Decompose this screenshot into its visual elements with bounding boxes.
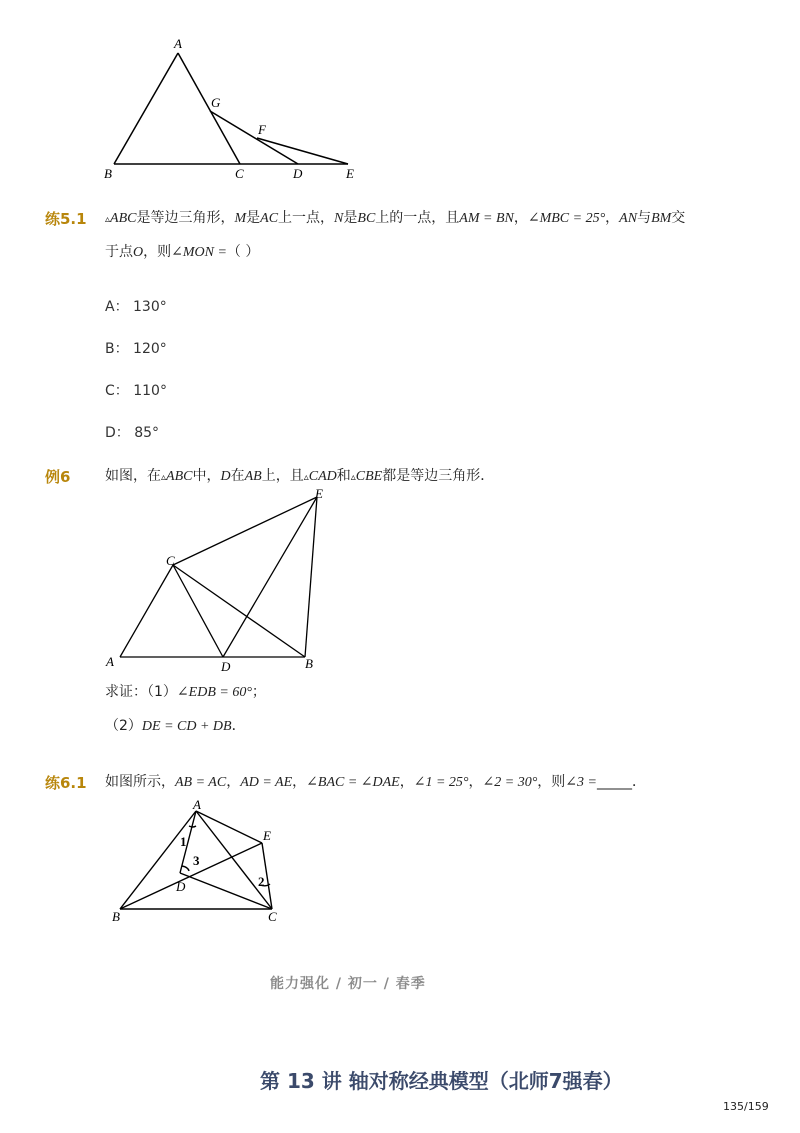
example-6-line: 如图，在▵ABC中，D在AB上，且▵CAD和▵CBE都是等边三角形． <box>105 468 495 484</box>
label-D: D <box>176 879 186 894</box>
label-C: C <box>268 909 277 924</box>
exercise-5-1-label: 练5.1 <box>45 210 87 228</box>
edge-gd <box>210 111 298 164</box>
label-F: F <box>258 122 266 137</box>
edge-fe <box>257 138 348 164</box>
angle-label-2: 2 <box>258 874 265 889</box>
figure-triangle-abc-gfde <box>100 35 370 185</box>
edge-eb <box>305 497 317 657</box>
option-a: A： 130° <box>105 299 167 315</box>
option-d: D： 85° <box>105 425 160 441</box>
proof-item-1: 求证：（1）∠EDB = 60°； <box>105 684 266 700</box>
option-c: C： 110° <box>105 383 167 399</box>
edge-be <box>120 843 262 909</box>
edge-ca <box>120 565 173 657</box>
edge-ab <box>114 53 178 164</box>
angle-label-1: 1 <box>180 834 187 849</box>
edge-cb <box>173 565 305 657</box>
proof-item-2: （2）DE = CD + DB． <box>105 718 246 734</box>
exercise-6-1-line: 如图所示，AB = AC，AD = AE，∠BAC = ∠DAE，∠1 = 25°，∠2 = 30°，则∠3 =_____． <box>105 774 646 790</box>
edge-ac <box>178 53 240 164</box>
footer-title: 第 13 讲 轴对称经典模型（北师7强春） <box>260 1069 623 1093</box>
label-E: E <box>315 486 323 501</box>
angle-arc-3 <box>182 866 189 871</box>
label-C: C <box>166 553 175 568</box>
label-A: A <box>174 36 182 51</box>
example-6-label: 例6 <box>45 468 71 486</box>
label-C: C <box>235 166 244 181</box>
label-D: D <box>293 166 303 181</box>
figure-exercise-6-1 <box>100 795 300 930</box>
footer-subtitle: 能力强化 / 初一 / 春季 <box>270 976 426 992</box>
angle-label-3: 3 <box>193 853 200 868</box>
label-B: B <box>104 166 112 181</box>
page-number: 135/159 <box>723 1100 769 1113</box>
label-B: B <box>112 909 120 924</box>
edge-ab <box>120 811 196 909</box>
label-A: A <box>193 797 201 812</box>
exercise-5-1-line1: ▵ABC是等边三角形，M是AC上一点，N是BC上的一点，且AM = BN，∠MBC = 25°，AN与BM交 <box>105 210 686 226</box>
edge-ae <box>196 811 262 843</box>
exercise-6-1-label: 练6.1 <box>45 774 87 792</box>
label-E: E <box>263 828 271 843</box>
figure-example-6 <box>100 485 340 680</box>
edge-cd <box>173 565 223 657</box>
label-E: E <box>346 166 354 181</box>
option-b: B： 120° <box>105 341 167 357</box>
label-D: D <box>221 659 231 674</box>
exercise-5-1-line2: 于点O，则∠MON =（ ） <box>105 244 260 260</box>
edge-ce <box>173 497 317 565</box>
label-B: B <box>305 656 313 671</box>
label-A: A <box>106 654 114 669</box>
label-G: G <box>211 95 221 110</box>
